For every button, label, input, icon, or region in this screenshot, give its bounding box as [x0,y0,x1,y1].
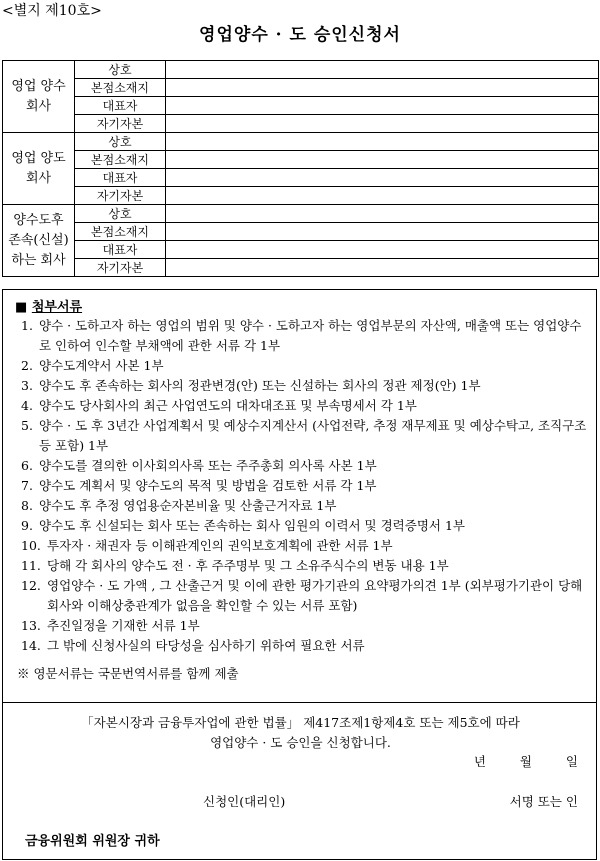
date-field[interactable]: 년 월 일 [473,754,578,769]
list-item: 3. 양수도 후 존속하는 회사의 정관변경(안) 또는 신설하는 회사의 정관 제정(안) 1부 [21,378,481,393]
surviving-company-label: 양수도후 존속(신설) 하는 회사 [3,205,75,277]
attachments-heading: ■ 첨부서류 [15,300,83,315]
list-item: 10. 투자자 · 채권자 등 이해관계인의 권익보호계획에 관한 서류 1부 [21,538,393,553]
transferor-representative-input[interactable] [166,169,599,187]
list-item: 1. 양수 · 도하고자 하는 영업의 범위 및 양수 · 도하고자 하는 영업부문의 자산액, 매출액 또는 영업양수로 인하여 인수할 부채액에 관한 서류 각 1부 [21,318,582,353]
surviving-name-input[interactable] [166,205,599,223]
table-row [3,115,599,133]
transferor-equity-input[interactable] [166,187,599,205]
field-label-equity: 자기자본 [75,115,166,133]
transferor-name-input[interactable] [166,133,599,151]
surviving-equity-input[interactable] [166,259,599,277]
field-label-head-office: 본점소재지 [75,223,166,241]
transferee-representative-input[interactable] [166,97,599,115]
field-label-representative: 대표자 [75,169,166,187]
field-label-equity: 자기자본 [75,187,166,205]
form-number: <별지 제10호> [2,3,102,19]
transferee-company-label: 영업 양수 회사 [3,61,75,133]
table-row [3,223,599,241]
list-item: 7. 양수도 계획서 및 양수도의 목적 및 방법을 검토한 서류 각 1부 [21,478,377,493]
transferee-name-input[interactable] [166,61,599,79]
list-item: 2. 양수도계약서 사본 1부 [21,358,164,373]
legal-statement: 「자본시장과 금융투자업에 관한 법률」 제417조제1항제4호 또는 제5호에 따라 영업양수 · 도 승인을 신청합니다. [81,715,520,750]
list-item: 13. 추진일정을 기재한 서류 1부 [21,618,200,633]
attachments-list [21,316,591,656]
field-label-head-office: 본점소재지 [75,79,166,97]
transferee-equity-input[interactable] [166,115,599,133]
transferee-head-office-input[interactable] [166,79,599,97]
list-item: 5. 양수 · 도 후 3년간 사업계획서 및 예상수지계산서 (사업전략, 추정 재무제표 및 예상수탁고, 조직구조 등 포함) 1부 [21,418,587,453]
applicant-label: 신청인(대리인) [203,794,286,809]
table-row [3,205,599,223]
table-row [3,61,599,79]
field-label-head-office: 본점소재지 [75,151,166,169]
table-row [3,97,599,115]
attachments-section [2,289,597,703]
table-row [3,151,599,169]
addressee: 금융위원회 위원장 귀하 [25,834,160,849]
field-label-representative: 대표자 [75,241,166,259]
field-label-equity: 자기자본 [75,259,166,277]
translation-note: ※ 영문서류는 국문번역서류를 함께 제출 [17,666,239,681]
table-row [3,187,599,205]
list-item: 12. 영업양수 · 도 가액 , 그 산출근거 및 이에 관한 평가기관의 요약평가의견 1부 (외부평가기관이 당해 회사와 이해상충관계가 없음을 확인할 수 있는 서류 포함) [21,578,583,613]
table-row [3,241,599,259]
table-row [3,259,599,277]
list-item: 8. 양수도 후 추정 영업용순자본비율 및 산출근거자료 1부 [21,498,337,513]
transferor-company-label: 영업 양도 회사 [3,133,75,205]
square-bullet-icon: ■ [15,300,28,315]
table-row [3,169,599,187]
field-label-name: 상호 [75,133,166,151]
list-item: 6. 양수도를 결의한 이사회의사록 또는 주주총회 의사록 사본 1부 [21,458,377,473]
parties-table [2,60,599,277]
list-item: 4. 양수도 당사회사의 최근 사업연도의 대차대조표 및 부속명세서 각 1부 [21,398,417,413]
transferor-head-office-input[interactable] [166,151,599,169]
field-label-name: 상호 [75,61,166,79]
surviving-representative-input[interactable] [166,241,599,259]
table-row [3,79,599,97]
list-item: 9. 양수도 후 신설되는 회사 또는 존속하는 회사 임원의 이력서 및 경력증명서 1부 [21,518,465,533]
list-item: 14. 그 밖에 신청사실의 타당성을 심사하기 위하여 필요한 서류 [21,638,365,653]
surviving-head-office-input[interactable] [166,223,599,241]
field-label-representative: 대표자 [75,97,166,115]
form-title: 영업양수 · 도 승인신청서 [199,25,401,45]
declaration-section [2,702,597,860]
list-item: 11. 당해 각 회사의 양수도 전 · 후 주주명부 및 그 소유주식수의 변동 내용 1부 [21,558,449,573]
table-row [3,133,599,151]
field-label-name: 상호 [75,205,166,223]
signature-field[interactable]: 서명 또는 인 [509,794,578,809]
